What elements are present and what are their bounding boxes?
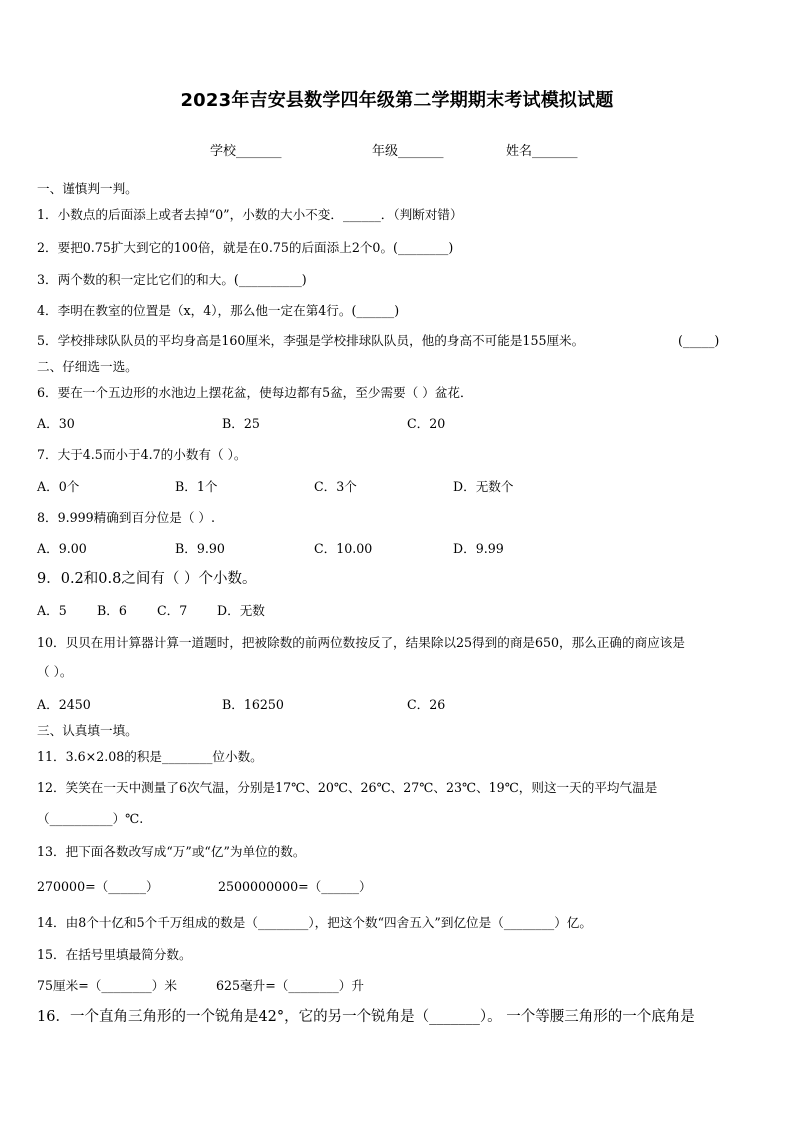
question-6-option-c: C．20 [407, 416, 446, 431]
question-14: 14．由8个十亿和5个千万组成的数是（________），把这个数“四舍五入”到亿位是（________）亿。 [37, 915, 592, 930]
question-10-continued: （ ）。 [37, 664, 73, 679]
grade-field[interactable]: 年级_______ [372, 144, 444, 159]
question-9-option-b: B．6 [97, 603, 127, 618]
school-field[interactable]: 学校_______ [210, 144, 282, 159]
question-12: 12．笑笑在一天中测量了6次气温，分别是17℃、20℃、26℃、27℃、23℃、19℃，则这一天的平均气温是 [37, 780, 658, 795]
question-15-part-a: 75厘米=（________）米 [37, 978, 177, 993]
question-15: 15．在括号里填最简分数。 [37, 947, 192, 962]
question-8-option-d: D．9.99 [453, 541, 504, 556]
question-12-continued: （__________）℃. [37, 811, 144, 826]
question-6-option-b: B．25 [222, 416, 260, 431]
question-16: 16．一个直角三角形的一个锐角是42°，它的另一个锐角是（_______）。 一个等腰三角形的一个底角是 [37, 1009, 695, 1025]
question-6-option-a: A．30 [37, 416, 75, 431]
question-3: 3．两个数的积一定比它们的和大。(__________) [37, 272, 307, 287]
question-4: 4．李明在教室的位置是（x，4），那么他一定在第4行。(______) [37, 303, 400, 318]
section-heading-judge: 一、谨慎判一判。 [37, 181, 138, 196]
section-heading-fill: 三、认真填一填。 [37, 723, 138, 738]
question-7: 7．大于4.5而小于4.7的小数有（ ）。 [37, 447, 247, 462]
student-info-fields [0, 140, 794, 160]
name-field[interactable]: 姓名_______ [506, 144, 578, 159]
question-13: 13．把下面各数改写成“万”或“亿”为单位的数。 [37, 844, 306, 859]
question-5-blank: (_____) [678, 333, 720, 348]
question-8-option-c: C．10.00 [314, 541, 373, 556]
question-8-option-a: A．9.00 [37, 541, 87, 556]
question-7-option-a: A．0个 [37, 479, 80, 494]
question-5: 5．学校排球队队员的平均身高是160厘米，李强是学校排球队队员，他的身高不可能是155厘米。 [37, 333, 585, 348]
question-9-option-d: D．无数 [217, 603, 265, 618]
question-6: 6．要在一个五边形的水池边上摆花盆，使每边都有5盆，至少需要（ ）盆花． [37, 385, 473, 400]
question-10-option-a: A．2450 [37, 697, 91, 712]
question-9-option-a: A．5 [37, 603, 67, 618]
question-10-option-c: C．26 [407, 697, 446, 712]
question-7-option-c: C．3个 [314, 479, 357, 494]
question-10-option-b: B．16250 [222, 697, 284, 712]
section-heading-choose: 二、仔细选一选。 [37, 359, 138, 374]
question-8: 8．9.999精确到百分位是（ ）. [37, 510, 216, 525]
question-10: 10．贝贝在用计算器计算一道题时，把被除数的前两位数按反了，结果除以25得到的商是650，那么正确的商应该是 [37, 635, 685, 650]
question-2: 2．要把0.75扩大到它的100倍，就是在0.75的后面添上2个0。(________) [37, 240, 454, 255]
question-8-option-b: B．9.90 [175, 541, 225, 556]
question-15-part-b: 625毫升=（________）升 [216, 978, 364, 993]
question-9: 9．0.2和0.8之间有（ ）个小数。 [37, 571, 257, 587]
question-7-option-d: D．无数个 [453, 479, 514, 494]
question-7-option-b: B．1个 [175, 479, 218, 494]
question-13-part-b: 2500000000=（______） [218, 879, 372, 894]
question-11: 11．3.6×2.08的积是________位小数。 [37, 749, 263, 764]
question-9-option-c: C．7 [157, 603, 188, 618]
question-1: 1．小数点的后面添上或者去掉“0”，小数的大小不变．______．（判断对错） [37, 207, 463, 222]
exam-title: 2023年吉安县数学四年级第二学期期末考试模拟试题 [180, 90, 614, 111]
question-13-part-a: 270000=（______） [37, 879, 159, 894]
